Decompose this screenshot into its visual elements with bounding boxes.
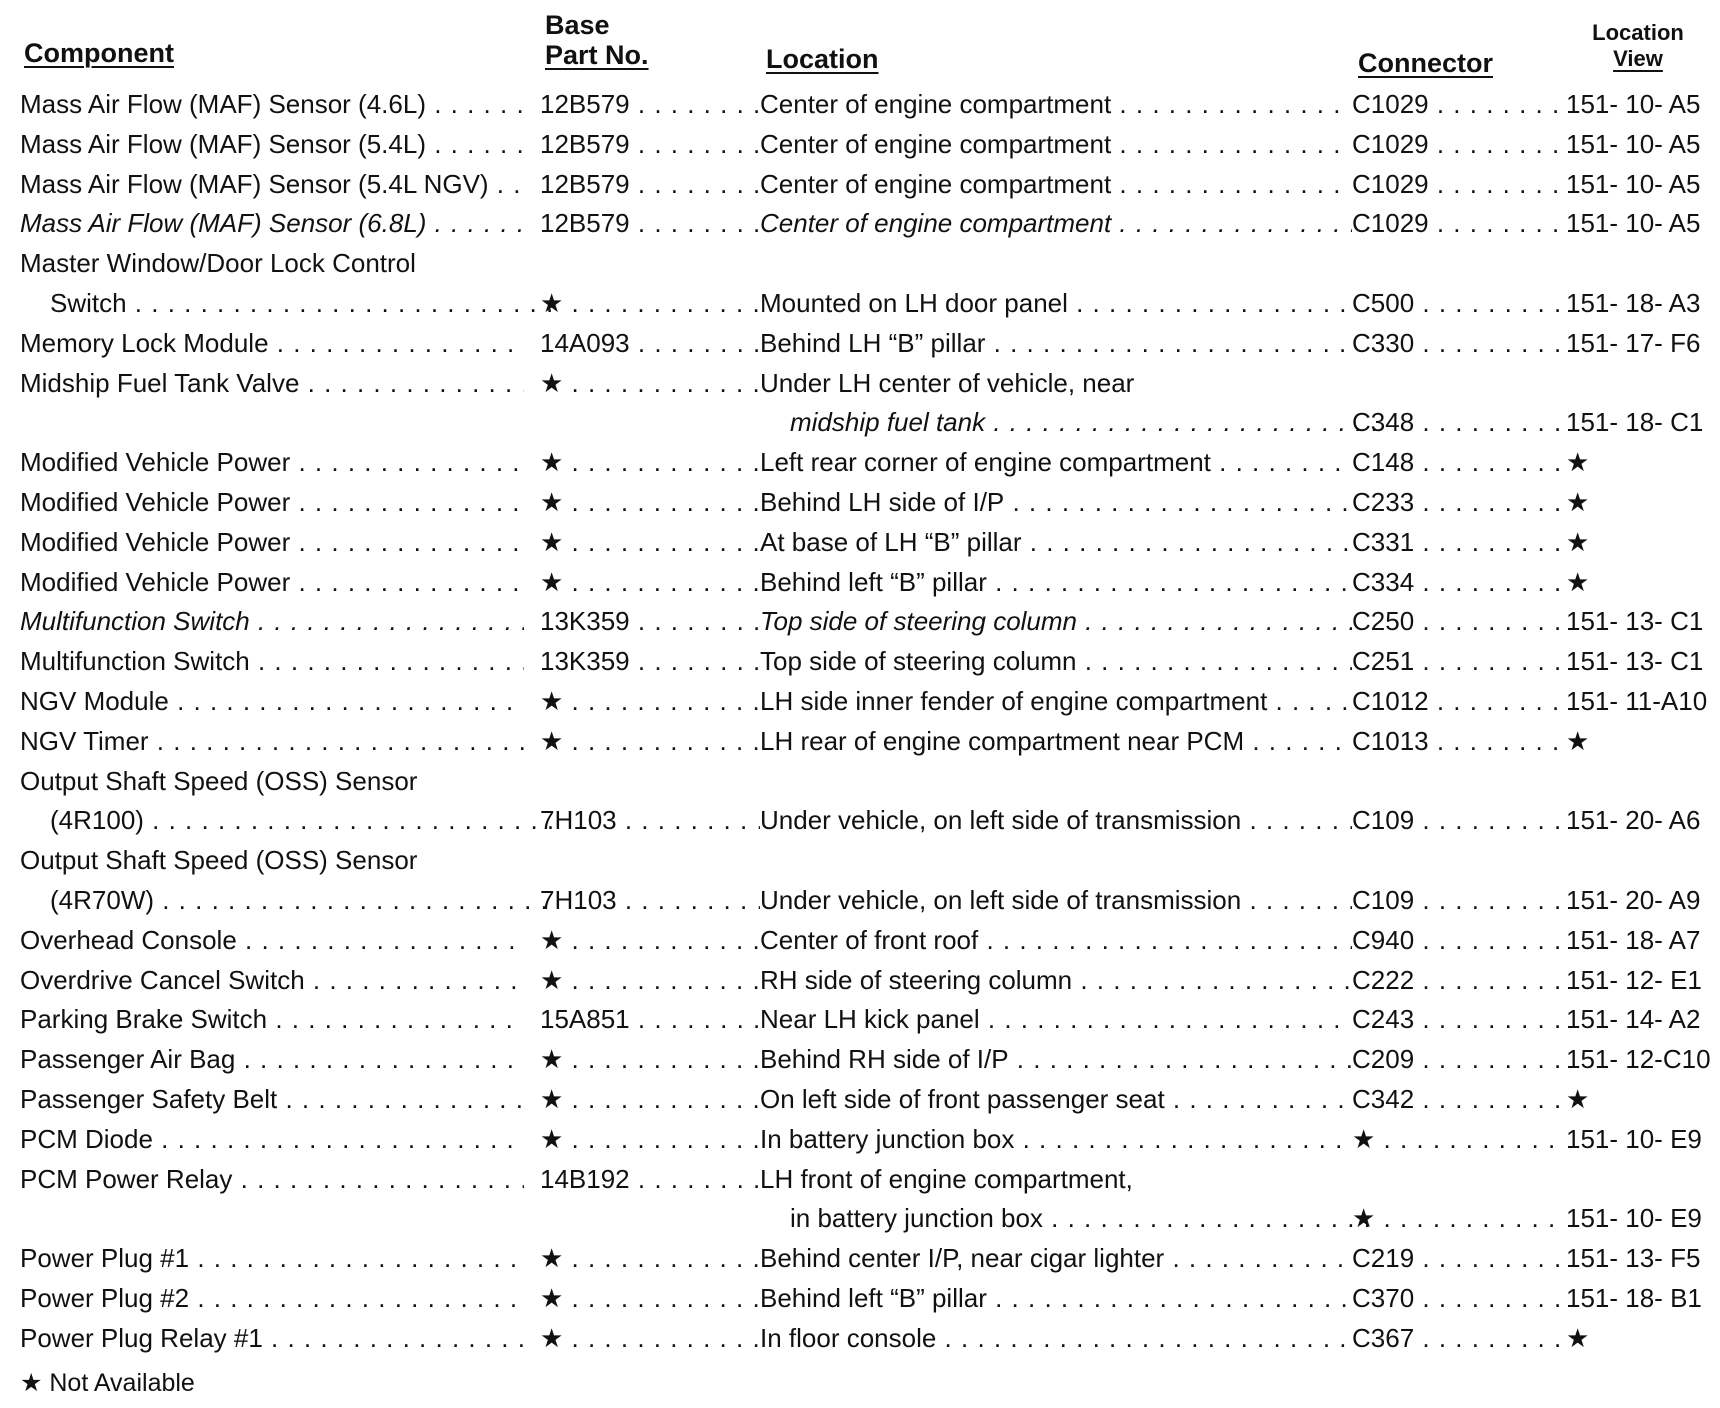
location-cell: LH front of engine compartment, <box>760 1163 1133 1194</box>
location-view-cell: 151- 20- A9 <box>1566 885 1701 915</box>
footnote: ★ Not Available <box>20 1369 195 1397</box>
location-cell: Under vehicle, on left side of transmission . . . <box>760 800 1352 840</box>
location-cell: Center of engine compartment . . . <box>760 84 1352 124</box>
connector-cell: C1029 . . . <box>1352 203 1566 243</box>
connector-cell: C334 . . . <box>1352 562 1566 602</box>
component-cell: Passenger Safety Belt . . . <box>20 1079 524 1119</box>
location-cell: At base of LH “B” pillar . . . <box>760 522 1352 562</box>
connector-cell: C222 . . . <box>1352 960 1566 1000</box>
table-row <box>0 1238 1720 1278</box>
location-view-cell: 151- 18- A7 <box>1566 924 1701 955</box>
component-cell: Mass Air Flow (MAF) Sensor (4.6L) . . . <box>20 84 524 124</box>
connector-cell: C348 . . . <box>1352 402 1566 442</box>
connector-cell: C109 . . . <box>1352 800 1566 840</box>
part-number-cell: 13K359 . . . <box>540 601 760 641</box>
table-row <box>0 999 1720 1039</box>
table-row <box>0 1318 1720 1358</box>
connector-cell: C1013 . . . <box>1352 721 1566 761</box>
component-cell: (4R100) . . . <box>20 800 554 840</box>
header-location: Location <box>766 44 879 74</box>
component-cell: (4R70W) . . . <box>20 880 554 920</box>
location-view-cell: ★ <box>1566 725 1590 756</box>
connector-cell: C1012 . . . <box>1352 681 1566 721</box>
location-view-cell: 151- 10- A5 <box>1566 89 1701 119</box>
table-row <box>0 522 1720 562</box>
component-cell: PCM Power Relay . . . <box>20 1159 524 1199</box>
component-cell: NGV Timer . . . <box>20 721 524 761</box>
location-cell: LH side inner fender of engine compartment . . . <box>760 681 1352 721</box>
connector-cell: C1029 . . . <box>1352 164 1566 204</box>
location-view-cell: 151- 18- B1 <box>1566 1283 1702 1313</box>
component-cell: Modified Vehicle Power . . . <box>20 482 524 522</box>
location-view-cell: ★ <box>1566 526 1590 557</box>
table-row <box>0 323 1720 363</box>
location-cell: Under vehicle, on left side of transmission . . . <box>760 880 1352 920</box>
part-number-cell: 14B192 . . . <box>540 1159 760 1199</box>
location-view-cell: 151- 20- A6 <box>1566 805 1701 836</box>
part-number-cell: ★ . . . <box>540 1238 760 1278</box>
part-number-cell: ★ . . . <box>540 283 760 323</box>
location-cell: Center of engine compartment . . . <box>760 203 1352 243</box>
location-view-cell: 151- 10- E9 <box>1566 1203 1702 1234</box>
component-cell: Modified Vehicle Power . . . <box>20 562 524 602</box>
part-number-cell: 7H103 . . . <box>540 880 760 920</box>
table-row <box>0 203 1720 243</box>
table-row <box>0 880 1720 920</box>
location-view-cell: ★ <box>1566 447 1590 478</box>
component-cell: Output Shaft Speed (OSS) Sensor <box>20 845 418 876</box>
connector-cell: C331 . . . <box>1352 522 1566 562</box>
table-row <box>0 721 1720 761</box>
table-row <box>0 641 1720 681</box>
connector-cell: C940 . . . <box>1352 920 1566 960</box>
component-cell: PCM Diode . . . <box>20 1119 524 1159</box>
table-row <box>0 363 1720 403</box>
connector-cell: C250 . . . <box>1352 601 1566 641</box>
location-cell: LH rear of engine compartment near PCM . . . <box>760 721 1352 761</box>
table-row <box>0 761 1720 801</box>
component-cell: Mass Air Flow (MAF) Sensor (5.4L) . . . <box>20 124 524 164</box>
location-view-cell: 151- 12- E1 <box>1566 964 1702 995</box>
location-cell: Top side of steering column . . . <box>760 601 1352 641</box>
part-number-cell: ★ . . . <box>540 721 760 761</box>
location-view-cell: 151- 13- C1 <box>1566 606 1704 637</box>
connector-cell: C330 . . . <box>1352 323 1566 363</box>
connector-cell: C342 . . . <box>1352 1079 1566 1119</box>
table-row <box>0 402 1720 442</box>
component-cell: Modified Vehicle Power . . . <box>20 522 524 562</box>
location-cell: Center of engine compartment . . . <box>760 164 1352 204</box>
location-cell: In battery junction box . . . <box>760 1119 1352 1159</box>
location-view-cell: 151- 13- F5 <box>1566 1243 1701 1274</box>
part-number-cell: ★ . . . <box>540 1278 760 1318</box>
header-component: Component <box>24 38 174 68</box>
connector-cell: C233 . . . <box>1352 482 1566 522</box>
part-number-cell: ★ . . . <box>540 1039 760 1079</box>
table-row <box>0 482 1720 522</box>
location-cell: Behind left “B” pillar . . . <box>760 562 1352 602</box>
part-number-cell: ★ . . . <box>540 522 760 562</box>
part-number-cell: ★ . . . <box>540 1079 760 1119</box>
component-cell: Parking Brake Switch . . . <box>20 999 524 1039</box>
table-row <box>0 1079 1720 1119</box>
connector-cell: C1029 . . . <box>1352 84 1566 124</box>
part-number-cell: ★ . . . <box>540 442 760 482</box>
component-cell: Master Window/Door Lock Control <box>20 248 416 279</box>
location-cell: Center of front roof . . . <box>760 920 1352 960</box>
part-number-cell: ★ . . . <box>540 681 760 721</box>
component-cell: Midship Fuel Tank Valve . . . <box>20 363 524 403</box>
component-cell: Overhead Console . . . <box>20 920 524 960</box>
part-number-cell: 12B579 . . . <box>540 203 760 243</box>
part-number-cell: 13K359 . . . <box>540 641 760 681</box>
location-cell: Behind left “B” pillar . . . <box>760 1278 1352 1318</box>
connector-cell: ★ . . . <box>1352 1119 1566 1159</box>
table-row <box>0 960 1720 1000</box>
connector-cell: C243 . . . <box>1352 999 1566 1039</box>
location-view-cell: 151- 10- E9 <box>1566 1123 1702 1154</box>
location-view-cell: 151- 18- C1 <box>1566 407 1704 438</box>
part-number-cell: ★ . . . <box>540 1119 760 1159</box>
component-cell: Power Plug #1 . . . <box>20 1238 524 1278</box>
connector-cell: ★ . . . <box>1352 1198 1566 1238</box>
table-row <box>0 1039 1720 1079</box>
component-cell: Mass Air Flow (MAF) Sensor (6.8L) . . . <box>20 203 524 243</box>
connector-cell: C370 . . . <box>1352 1278 1566 1318</box>
part-number-cell: 14A093 . . . <box>540 323 760 363</box>
component-cell: Power Plug #2 . . . <box>20 1278 524 1318</box>
location-view-cell: 151- 10- A5 <box>1566 128 1701 159</box>
component-cell: Modified Vehicle Power . . . <box>20 442 524 482</box>
part-number-cell: 7H103 . . . <box>540 800 760 840</box>
part-number-cell: ★ . . . <box>540 363 760 403</box>
location-cell: Left rear corner of engine compartment . . . <box>760 442 1352 482</box>
table-row <box>0 920 1720 960</box>
location-view-cell: 151- 14- A2 <box>1566 1004 1701 1035</box>
table-row <box>0 840 1720 880</box>
location-cell: RH side of steering column . . . <box>760 960 1352 1000</box>
location-cell: Near LH kick panel . . . <box>760 999 1352 1039</box>
table-row <box>0 681 1720 721</box>
location-view-cell: ★ <box>1566 1084 1590 1114</box>
location-cell: midship fuel tank . . . <box>760 402 1382 442</box>
component-cell: Switch . . . <box>20 283 554 323</box>
table-row <box>0 442 1720 482</box>
location-view-cell: 151- 10- A5 <box>1566 168 1701 199</box>
table-row <box>0 1198 1720 1238</box>
connector-cell: C1029 . . . <box>1352 124 1566 164</box>
part-number-cell: ★ . . . <box>540 1318 760 1358</box>
part-number-cell: 12B579 . . . <box>540 164 760 204</box>
table-row <box>0 800 1720 840</box>
component-cell: Power Plug Relay #1 . . . <box>20 1318 524 1358</box>
connector-cell: C367 . . . <box>1352 1318 1566 1358</box>
location-cell: On left side of front passenger seat . . . <box>760 1079 1352 1119</box>
table-row <box>0 124 1720 164</box>
table-row <box>0 84 1720 124</box>
table-row <box>0 1159 1720 1199</box>
location-view-cell: 151- 18- A3 <box>1566 288 1701 318</box>
component-cell: Mass Air Flow (MAF) Sensor (5.4L NGV) . . . <box>20 164 524 204</box>
part-number-cell: ★ . . . <box>540 920 760 960</box>
table-row <box>0 243 1720 283</box>
location-cell: Behind LH “B” pillar . . . <box>760 323 1352 363</box>
part-number-cell: 15A851 . . . <box>540 999 760 1039</box>
connector-cell: C209 . . . <box>1352 1039 1566 1079</box>
header-base-part-no: Base Part No. <box>545 10 649 70</box>
header-location-view: Location View <box>1592 20 1684 71</box>
component-cell: Passenger Air Bag . . . <box>20 1039 524 1079</box>
component-cell: Output Shaft Speed (OSS) Sensor <box>20 765 418 796</box>
connector-cell: C109 . . . <box>1352 880 1566 920</box>
location-view-cell: 151- 12-C10 <box>1566 1044 1711 1075</box>
location-cell: in battery junction box . . . <box>760 1198 1382 1238</box>
table-row <box>0 601 1720 641</box>
part-number-cell: ★ . . . <box>540 482 760 522</box>
table-row <box>0 1278 1720 1318</box>
table-row <box>0 283 1720 323</box>
component-cell: NGV Module . . . <box>20 681 524 721</box>
location-view-cell: 151- 11-A10 <box>1566 686 1708 716</box>
part-number-cell: 12B579 . . . <box>540 84 760 124</box>
part-number-cell: ★ . . . <box>540 562 760 602</box>
connector-cell: C251 . . . <box>1352 641 1566 681</box>
connector-cell: C219 . . . <box>1352 1238 1566 1278</box>
table-row <box>0 164 1720 204</box>
location-cell: Behind center I/P, near cigar lighter . . . <box>760 1238 1352 1278</box>
component-cell: Multifunction Switch . . . <box>20 641 524 681</box>
connector-cell: C500 . . . <box>1352 283 1566 323</box>
location-view-cell: 151- 13- C1 <box>1566 646 1704 677</box>
location-cell: Behind RH side of I/P . . . <box>760 1039 1352 1079</box>
location-cell: In floor console . . . <box>760 1318 1352 1358</box>
location-cell: Top side of steering column . . . <box>760 641 1352 681</box>
component-cell: Multifunction Switch . . . <box>20 601 524 641</box>
location-cell: Behind LH side of I/P . . . <box>760 482 1352 522</box>
header-connector: Connector <box>1358 48 1493 78</box>
location-cell: Under LH center of vehicle, near <box>760 367 1135 398</box>
component-cell: Memory Lock Module . . . <box>20 323 524 363</box>
location-view-cell: 151- 17- F6 <box>1566 327 1701 358</box>
location-view-cell: ★ <box>1566 487 1590 517</box>
component-cell: Overdrive Cancel Switch . . . <box>20 960 524 1000</box>
location-cell: Mounted on LH door panel . . . <box>760 283 1352 323</box>
location-view-cell: ★ <box>1566 1322 1590 1353</box>
part-number-cell: ★ . . . <box>540 960 760 1000</box>
part-number-cell: 12B579 . . . <box>540 124 760 164</box>
table-row <box>0 562 1720 602</box>
connector-cell: C148 . . . <box>1352 442 1566 482</box>
location-cell: Center of engine compartment . . . <box>760 124 1352 164</box>
table-row <box>0 1119 1720 1159</box>
location-view-cell: ★ <box>1566 566 1590 597</box>
location-view-cell: 151- 10- A5 <box>1566 208 1701 239</box>
